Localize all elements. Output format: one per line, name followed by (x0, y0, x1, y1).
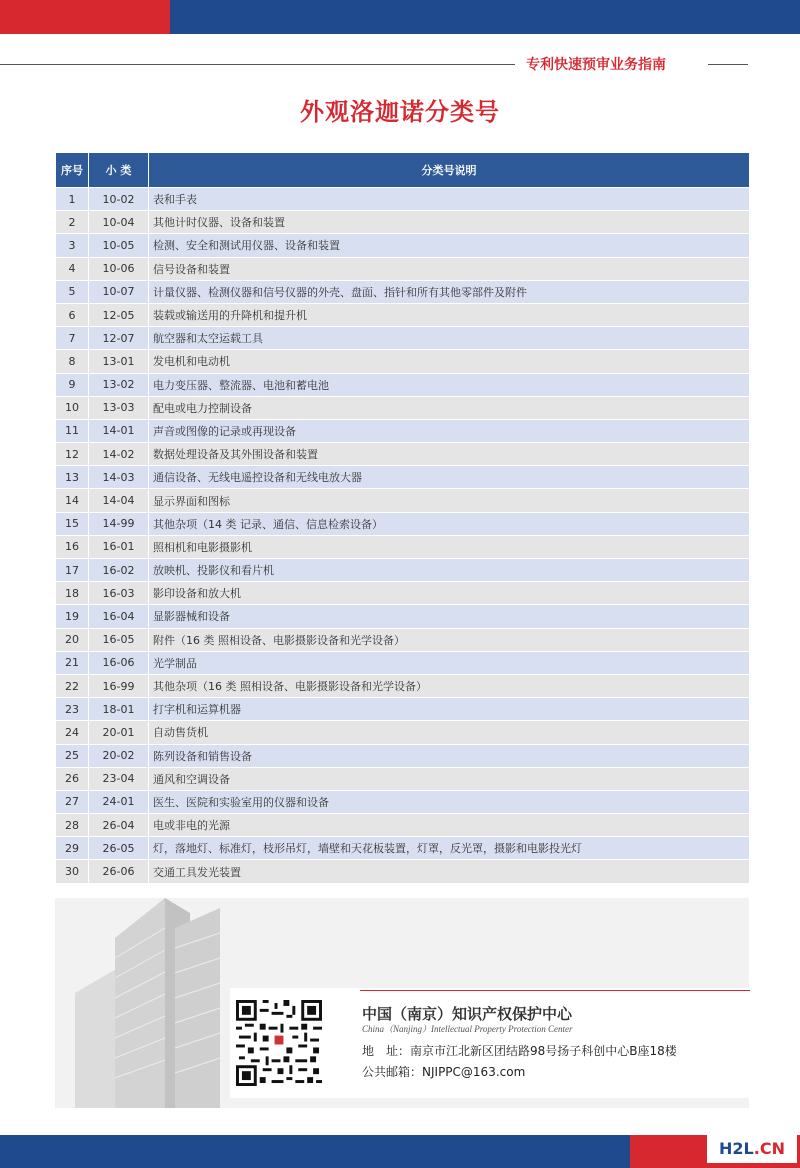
row-description: 打字机和运算机器 (149, 698, 750, 721)
row-description: 显影器械和设备 (149, 605, 750, 628)
row-description: 电或非电的光源 (149, 814, 750, 837)
row-index: 28 (56, 814, 89, 837)
qr-code-icon (236, 1000, 322, 1086)
row-index: 24 (56, 721, 89, 744)
table-row (56, 582, 750, 605)
row-subclass: 23-04 (89, 767, 149, 790)
row-index: 7 (56, 327, 89, 350)
top-bar-red (0, 0, 170, 34)
row-subclass: 20-02 (89, 744, 149, 767)
table-row (56, 512, 750, 535)
table-row (56, 744, 750, 767)
table-row (56, 234, 750, 257)
organization-name-cn: 中国（南京）知识产权保护中心 (362, 1005, 573, 1023)
row-description: 其他计时仪器、设备和装置 (149, 211, 750, 234)
table-row (56, 767, 750, 790)
row-index: 12 (56, 443, 89, 466)
row-index: 23 (56, 698, 89, 721)
table-row (56, 790, 750, 813)
table-row (56, 489, 750, 512)
row-index: 19 (56, 605, 89, 628)
row-description: 通信设备、无线电遥控设备和无线电放大器 (149, 466, 750, 489)
address-label: 地 址： (362, 1044, 411, 1058)
row-subclass: 16-06 (89, 651, 149, 674)
row-description: 信号设备和装置 (149, 257, 750, 280)
row-description: 通风和空调设备 (149, 767, 750, 790)
row-description: 自动售货机 (149, 721, 750, 744)
row-subclass: 10-04 (89, 211, 149, 234)
row-description: 影印设备和放大机 (149, 582, 750, 605)
table-row (56, 373, 750, 396)
table-row (56, 350, 750, 373)
row-index: 6 (56, 303, 89, 326)
row-index: 18 (56, 582, 89, 605)
row-subclass: 13-03 (89, 396, 149, 419)
row-index: 26 (56, 767, 89, 790)
address-line (362, 1042, 677, 1059)
row-description: 放映机、投影仪和看片机 (149, 559, 750, 582)
row-subclass: 14-04 (89, 489, 149, 512)
table-row (56, 535, 750, 558)
table-row (56, 674, 750, 697)
table-row (56, 396, 750, 419)
row-description: 光学制品 (149, 651, 750, 674)
row-index: 29 (56, 837, 89, 860)
row-index: 27 (56, 790, 89, 813)
row-subclass: 26-04 (89, 814, 149, 837)
row-description: 附件（16 类 照相设备、电影摄影设备和光学设备） (149, 628, 750, 651)
row-index: 20 (56, 628, 89, 651)
watermark-part-1: H2L (719, 1138, 754, 1158)
top-color-bar (0, 0, 800, 34)
header-subclass: 小 类 (89, 153, 149, 188)
row-description: 陈列设备和销售设备 (149, 744, 750, 767)
row-description: 其他杂项（16 类 照相设备、电影摄影设备和光学设备） (149, 674, 750, 697)
top-bar-blue (170, 0, 800, 34)
row-description: 声音或图像的记录或再现设备 (149, 419, 750, 442)
row-description: 其他杂项（14 类 记录、通信、信息检索设备） (149, 512, 750, 535)
row-description: 装载或输送用的升降机和提升机 (149, 303, 750, 326)
bottom-color-bar (0, 1135, 800, 1168)
organization-name-en: China（Nanjing）Intellectual Property Protection Center (362, 1024, 573, 1034)
table-row (56, 698, 750, 721)
row-subclass: 16-05 (89, 628, 149, 651)
row-subclass: 16-99 (89, 674, 149, 697)
row-index: 30 (56, 860, 89, 883)
row-index: 15 (56, 512, 89, 535)
row-subclass: 10-06 (89, 257, 149, 280)
table-row (56, 651, 750, 674)
table-row (56, 327, 750, 350)
row-description: 数据处理设备及其外围设备和装置 (149, 443, 750, 466)
row-description: 检测、安全和测试用仪器、设备和装置 (149, 234, 750, 257)
row-index: 13 (56, 466, 89, 489)
table-row (56, 628, 750, 651)
table-row (56, 280, 750, 303)
table-row (56, 559, 750, 582)
table-row (56, 605, 750, 628)
section-title: 专利快速预审业务指南 (526, 57, 666, 73)
header-rule-left (0, 64, 515, 65)
row-subclass: 16-01 (89, 535, 149, 558)
row-description: 计量仪器、检测仪器和信号仪器的外壳、盘面、指针和所有其他零部件及附件 (149, 280, 750, 303)
watermark-part-2: .CN (753, 1138, 785, 1158)
row-subclass: 26-06 (89, 860, 149, 883)
table-row (56, 303, 750, 326)
row-subclass: 10-05 (89, 234, 149, 257)
email-label: 公共邮箱： (362, 1065, 423, 1079)
table-row (56, 814, 750, 837)
row-subclass: 26-05 (89, 837, 149, 860)
row-subclass: 14-03 (89, 466, 149, 489)
row-subclass: 10-02 (89, 188, 149, 211)
table-row (56, 211, 750, 234)
row-index: 10 (56, 396, 89, 419)
row-description: 灯，落地灯、标准灯，枝形吊灯，墙壁和天花板装置，灯罩，反光罩，摄影和电影投光灯 (149, 837, 750, 860)
header-index: 序号 (56, 153, 89, 188)
table-row (56, 443, 750, 466)
row-description: 显示界面和图标 (149, 489, 750, 512)
row-subclass: 16-04 (89, 605, 149, 628)
row-subclass: 16-02 (89, 559, 149, 582)
row-subclass: 18-01 (89, 698, 149, 721)
table-row (56, 837, 750, 860)
table-row (56, 466, 750, 489)
row-index: 9 (56, 373, 89, 396)
row-index: 2 (56, 211, 89, 234)
table-header-row (56, 153, 750, 188)
classification-table (55, 152, 750, 884)
row-description: 发电机和电动机 (149, 350, 750, 373)
table-row (56, 257, 750, 280)
row-description: 医生、医院和实验室用的仪器和设备 (149, 790, 750, 813)
row-subclass: 13-01 (89, 350, 149, 373)
row-index: 3 (56, 234, 89, 257)
row-index: 22 (56, 674, 89, 697)
address-value: 南京市江北新区团结路98号扬子科创中心B座18楼 (410, 1044, 677, 1058)
row-index: 4 (56, 257, 89, 280)
row-index: 1 (56, 188, 89, 211)
row-index: 21 (56, 651, 89, 674)
page-title: 外观洛迦诺分类号 (300, 98, 500, 126)
row-subclass: 14-02 (89, 443, 149, 466)
row-index: 14 (56, 489, 89, 512)
row-subclass: 12-07 (89, 327, 149, 350)
row-subclass: 12-05 (89, 303, 149, 326)
row-subclass: 14-99 (89, 512, 149, 535)
table-row (56, 419, 750, 442)
table-row (56, 188, 750, 211)
watermark-logo (707, 1133, 797, 1163)
row-subclass: 14-01 (89, 419, 149, 442)
header-rule-right (708, 64, 748, 65)
row-subclass: 20-01 (89, 721, 149, 744)
email-value[interactable]: NJIPPC@163.com (422, 1065, 526, 1079)
row-description: 电力变压器、整流器、电池和蓄电池 (149, 373, 750, 396)
row-index: 25 (56, 744, 89, 767)
row-description: 配电或电力控制设备 (149, 396, 750, 419)
table-row (56, 860, 750, 883)
row-subclass: 16-03 (89, 582, 149, 605)
row-description: 表和手表 (149, 188, 750, 211)
row-index: 17 (56, 559, 89, 582)
table-row (56, 721, 750, 744)
contact-card-rule (360, 990, 750, 991)
row-subclass: 13-02 (89, 373, 149, 396)
row-description: 照相机和电影摄影机 (149, 535, 750, 558)
bottom-bar-blue (0, 1135, 630, 1168)
row-description: 航空器和太空运载工具 (149, 327, 750, 350)
row-subclass: 10-07 (89, 280, 149, 303)
row-index: 5 (56, 280, 89, 303)
row-index: 16 (56, 535, 89, 558)
row-index: 8 (56, 350, 89, 373)
row-index: 11 (56, 419, 89, 442)
email-line (362, 1063, 525, 1080)
row-description: 交通工具发光装置 (149, 860, 750, 883)
row-subclass: 24-01 (89, 790, 149, 813)
header-description: 分类号说明 (149, 153, 750, 188)
